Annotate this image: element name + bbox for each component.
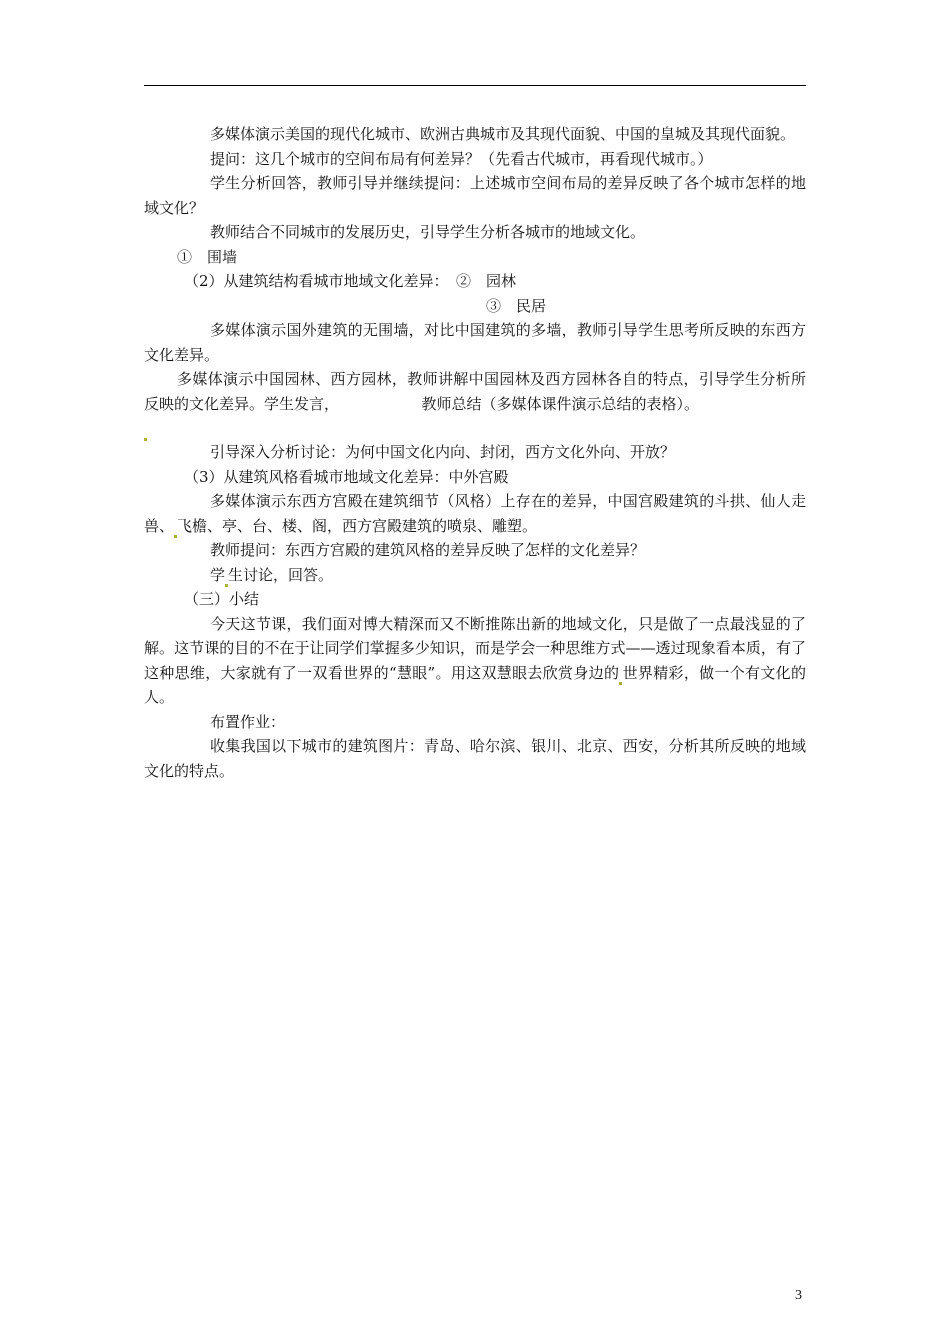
highlight-marker <box>144 438 147 441</box>
highlight-marker <box>619 682 622 685</box>
paragraph-summary-part1: 今天这节课，我们面对博大精深而又不断推陈出新的地域文化，只是做了一点最浅显的了解。这节课的目的不在于让同学们掌握多少知识，而是学会一种思维方式——透过现象看本质，有了这种思维，大家就有了一双看世界的“慧眼”。用这双慧眼去欣赏身边的 <box>144 614 806 682</box>
section-heading-structure: （2）从建筑结构看城市地域文化差异： ② 园林 <box>184 272 517 290</box>
header-rule <box>144 85 806 86</box>
paragraph-student-discussion-part1: 学 <box>210 565 226 584</box>
paragraph-gap <box>144 416 806 440</box>
paragraph-teacher-question: 教师提问：东西方宫殿的建筑风格的差异反映了怎样的文化差异？ <box>210 541 646 559</box>
paragraph-homework: 收集我国以下城市的建筑图片：青岛、哈尔滨、银川、北京、西安，分析其所反映的地域文化的特点。 <box>144 737 806 780</box>
paragraph-summary <box>144 612 806 710</box>
paragraph-discussion: 引导深入分析讨论：为何中国文化内向、封闭，西方文化外向、开放？ <box>210 443 676 461</box>
paragraph-student-discussion-part2: 生讨论，回答。 <box>228 565 334 584</box>
list-item-residence: ③ 民居 <box>486 296 547 315</box>
paragraph-no-walls: 多媒体演示国外建筑的无围墙，对比中国建筑的多墙，教师引导学生思考所反映的东西方文化差异。 <box>144 321 806 364</box>
paragraph-summary-part2: 世界精彩，做一个有文化的人。 <box>144 663 806 706</box>
homework-heading: 布置作业： <box>210 712 286 731</box>
paragraph-palaces-part2: 飞檐、亭、台、楼、阁，西方宫殿建筑的喷泉、雕塑。 <box>177 516 538 535</box>
section-heading-summary: （三）小结 <box>184 590 260 608</box>
highlight-marker <box>174 535 177 538</box>
section-heading-style: （3）从建筑风格看城市地域文化差异：中外宫殿 <box>184 467 509 486</box>
paragraph-student-analysis: 学生分析回答，教师引导并继续提问：上述城市空间布局的差异反映了各个城市怎样的地域文化？ <box>144 174 806 217</box>
paragraph-gardens: 多媒体演示中国园林、西方园林，教师讲解中国园林及西方园林各自的特点，引导学生分析所反映的文化差异。学生发言， 教师总结（多媒体课件演示总结的表格）。 <box>144 370 806 413</box>
page-number: 3 <box>795 1288 802 1303</box>
paragraph-question-layout: 提问：这几个城市的空间布局有何差异？（先看古代城市，再看现代城市。） <box>210 149 713 168</box>
paragraph-teacher-guides: 教师结合不同城市的发展历史，引导学生分析各城市的地域文化。 <box>210 223 646 241</box>
document-body <box>144 122 806 783</box>
paragraph-palaces <box>144 489 806 538</box>
paragraph-multimedia-cities: 多媒体演示美国的现代化城市、欧洲古典城市及其现代面貌、中国的皇城及其现代面貌。 <box>210 125 796 143</box>
paragraph-student-discussion <box>144 563 806 588</box>
list-item-wall: ① 围墙 <box>177 247 238 266</box>
paragraph-palaces-part1: 多媒体演示东西方宫殿在建筑细节（风格）上存在的差异，中国宫殿建筑的斗拱、仙人走兽、 <box>144 492 806 535</box>
